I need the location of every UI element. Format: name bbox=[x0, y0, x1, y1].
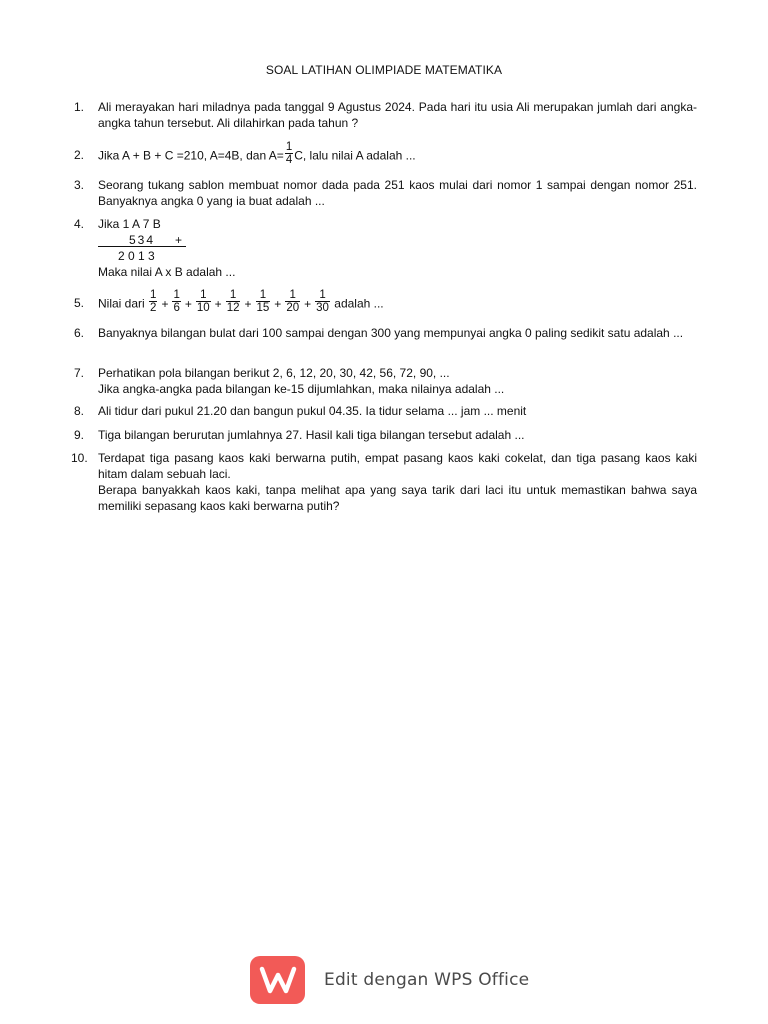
fraction-denominator: 2 bbox=[150, 302, 157, 314]
question-2 bbox=[74, 141, 697, 169]
question-text: Ali merayakan hari miladnya pada tanggal 9 Agustus 2024. Pada hari itu usia Ali merupakan jumlah dari angka-angka tahun tersebut. Ali dilahirkan pada tahun ? bbox=[98, 100, 697, 130]
question-text: Banyaknya bilangan bulat dari 100 sampai dengan 300 yang mempunyai angka 0 paling sedikit satu adalah ... bbox=[98, 326, 684, 340]
question-text: Nilai dari bbox=[98, 296, 145, 311]
fraction-denominator: 4 bbox=[285, 154, 293, 166]
question-6 bbox=[74, 325, 697, 359]
question-number: 7. bbox=[74, 366, 85, 380]
fraction bbox=[315, 289, 330, 314]
question-text: Berapa banyakkah kaos kaki, tanpa melihat apa yang saya tarik dari laci itu untuk memastikan bahwa saya memiliki sepasang kaos kaki berwarna putih? bbox=[98, 483, 697, 513]
fraction-numerator: 1 bbox=[200, 289, 207, 301]
question-text: Seorang tukang sablon membuat nomor dada pada 251 kaos mulai dari nomor 1 sampai dengan nomor 251. Banyaknya angka 0 yang ia buat adalah ... bbox=[98, 178, 697, 208]
fraction-numerator: 1 bbox=[285, 141, 293, 153]
question-4 bbox=[74, 216, 697, 282]
plus-sign: + bbox=[274, 296, 282, 311]
wps-w-icon bbox=[250, 956, 305, 1004]
fraction-denominator: 12 bbox=[226, 302, 240, 314]
fraction bbox=[285, 141, 293, 166]
question-3 bbox=[74, 177, 697, 211]
fraction bbox=[196, 289, 211, 314]
plus-sign: + bbox=[175, 233, 183, 247]
question-number: 3. bbox=[74, 178, 85, 192]
question-number: 4. bbox=[74, 217, 85, 231]
plus-sign: + bbox=[244, 296, 252, 311]
question-text: Jika angka-angka pada bilangan ke-15 dijumlahkan, maka nilainya adalah ... bbox=[98, 382, 505, 396]
fraction-numerator: 1 bbox=[150, 289, 157, 301]
question-9 bbox=[74, 427, 697, 445]
question-text: Jika A + B + C =210, A=4B, dan A= bbox=[98, 148, 284, 163]
fraction-numerator: 1 bbox=[259, 289, 267, 301]
plus-sign: + bbox=[214, 296, 222, 311]
question-text: Maka nilai A x B adalah ... bbox=[98, 265, 236, 279]
question-text: Terdapat tiga pasang kaos kaki berwarna putih, empat pasang kaos kaki cokelat, dan tiga pasang kaos kaki hitam dalam sebuah laci. bbox=[98, 451, 697, 481]
question-text: Tiga bilangan berurutan jumlahnya 27. Hasil kali tiga bilangan tersebut adalah ... bbox=[98, 428, 525, 442]
fraction-numerator: 1 bbox=[173, 289, 180, 301]
question-text: Perhatikan pola bilangan berikut 2, 6, 12, 20, 30, 42, 56, 72, 90, ... bbox=[98, 366, 450, 380]
question-number: 2. bbox=[74, 148, 85, 162]
fraction-numerator: 1 bbox=[319, 289, 326, 301]
question-text: Jika 1 A 7 B bbox=[98, 217, 161, 231]
fraction bbox=[285, 289, 300, 314]
fraction-numerator: 1 bbox=[289, 289, 296, 301]
fraction bbox=[149, 289, 157, 314]
fraction bbox=[226, 289, 241, 314]
question-number: 9. bbox=[74, 428, 85, 442]
question-text: C, lalu nilai A adalah ... bbox=[294, 148, 416, 163]
wps-edit-banner[interactable] bbox=[250, 956, 529, 1004]
question-number: 10. bbox=[71, 451, 88, 465]
wps-edit-label[interactable]: Edit dengan WPS Office bbox=[324, 970, 530, 990]
question-text: adalah ... bbox=[334, 296, 384, 311]
fraction-denominator: 15 bbox=[256, 302, 270, 314]
question-number: 5. bbox=[74, 296, 85, 310]
question-1 bbox=[74, 99, 697, 133]
question-text: Ali tidur dari pukul 21.20 dan bangun pukul 04.35. Ia tidur selama ... jam ... menit bbox=[98, 404, 527, 418]
document-title: SOAL LATIHAN OLIMPIADE MATEMATIKA bbox=[265, 63, 503, 77]
sum-line bbox=[98, 246, 186, 247]
question-7 bbox=[74, 365, 697, 399]
fraction-numerator: 1 bbox=[229, 289, 237, 301]
question-number: 1. bbox=[74, 100, 85, 114]
fraction-denominator: 10 bbox=[196, 302, 210, 314]
question-10 bbox=[71, 450, 697, 516]
plus-sign: + bbox=[161, 296, 169, 311]
addend: 534 bbox=[129, 233, 156, 247]
fraction bbox=[172, 289, 180, 314]
plus-sign: + bbox=[304, 296, 312, 311]
fraction-denominator: 6 bbox=[173, 302, 180, 314]
question-number: 6. bbox=[74, 326, 85, 340]
sum-result: 2 0 1 3 bbox=[118, 249, 155, 263]
fraction bbox=[256, 289, 271, 314]
fraction-denominator: 20 bbox=[286, 302, 300, 314]
plus-sign: + bbox=[184, 296, 192, 311]
question-8 bbox=[74, 403, 697, 421]
fraction-denominator: 30 bbox=[316, 302, 329, 314]
wps-w-icon bbox=[259, 965, 297, 995]
question-number: 8. bbox=[74, 404, 85, 418]
question-5 bbox=[74, 289, 697, 321]
